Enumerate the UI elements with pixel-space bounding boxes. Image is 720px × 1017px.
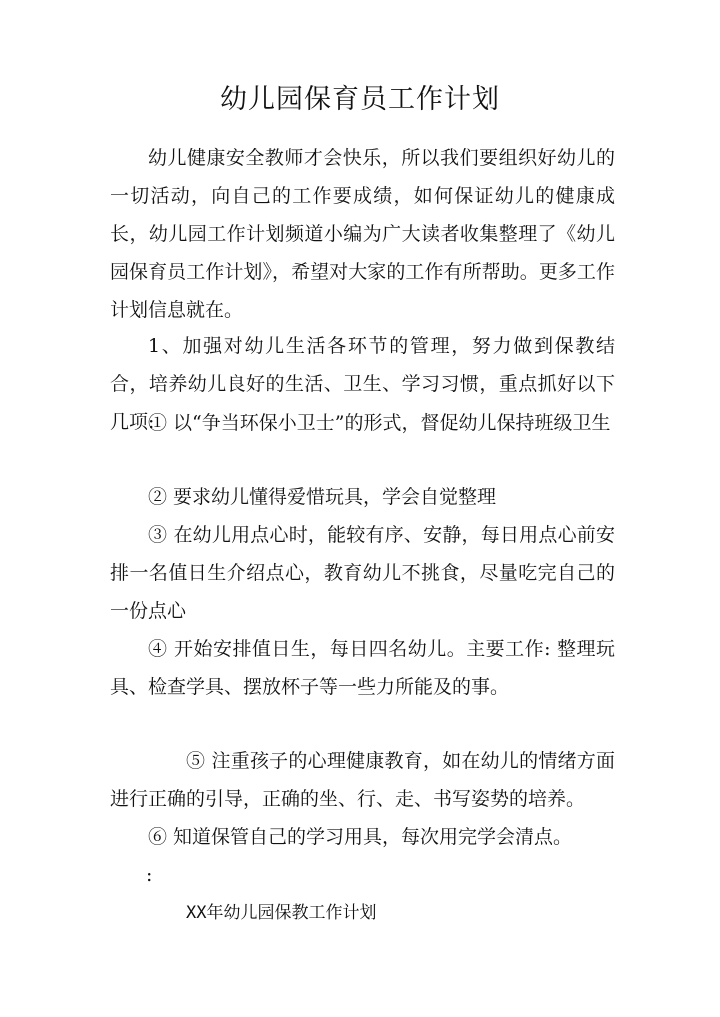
item-circle-1-paragraph: ① 以“争当环保小卫士”的形式，督促幼儿保持班级卫生: [148, 412, 611, 434]
colon-line: :: [146, 864, 153, 886]
intro-paragraph: 幼儿健康安全教师才会快乐，所以我们要组织好幼儿的一切活动，向自己的工作要成绩，如何保证幼儿的健康成长，幼儿园工作计划频道小编为广大读者收集整理了《幼儿园保育员工作计划》，希望对大家的工作有所帮助。更多工作计划信息就在。: [110, 147, 615, 321]
item-circle-2-paragraph: ② 要求幼儿懂得爱惜玩具，学会自觉整理: [148, 486, 497, 508]
item-circle-5-paragraph: ⑤ 注重孩子的心理健康教育，如在幼儿的情绪方面进行正确的引导，正确的坐、行、走、书写姿势的培养。: [110, 750, 615, 810]
document-title: 幼儿园保育员工作计划: [220, 84, 500, 115]
item-circle-3-paragraph: ③ 在幼儿用点心时，能较有序、安静，每日用点心前安排一名值日生介绍点心，教育幼儿不挑食，尽量吃完自己的一份点心: [110, 524, 615, 622]
item-circle-6-paragraph: ⑥ 知道保管自己的学习用具，每次用完学会清点。: [148, 826, 573, 848]
item-circle-4-paragraph: ④ 开始安排值日生，每日四名幼儿。主要工作: 整理玩具、检查学具、摆放杯子等一些力所能及的事。: [110, 638, 615, 698]
related-plan-heading: XX年幼儿园保教工作计划: [186, 903, 377, 923]
item-1-paragraph: 1、加强对幼儿生活各环节的管理，努力做到保教结合，培养幼儿良好的生活、卫生、学习习惯，重点抓好以下几项:: [110, 335, 615, 433]
